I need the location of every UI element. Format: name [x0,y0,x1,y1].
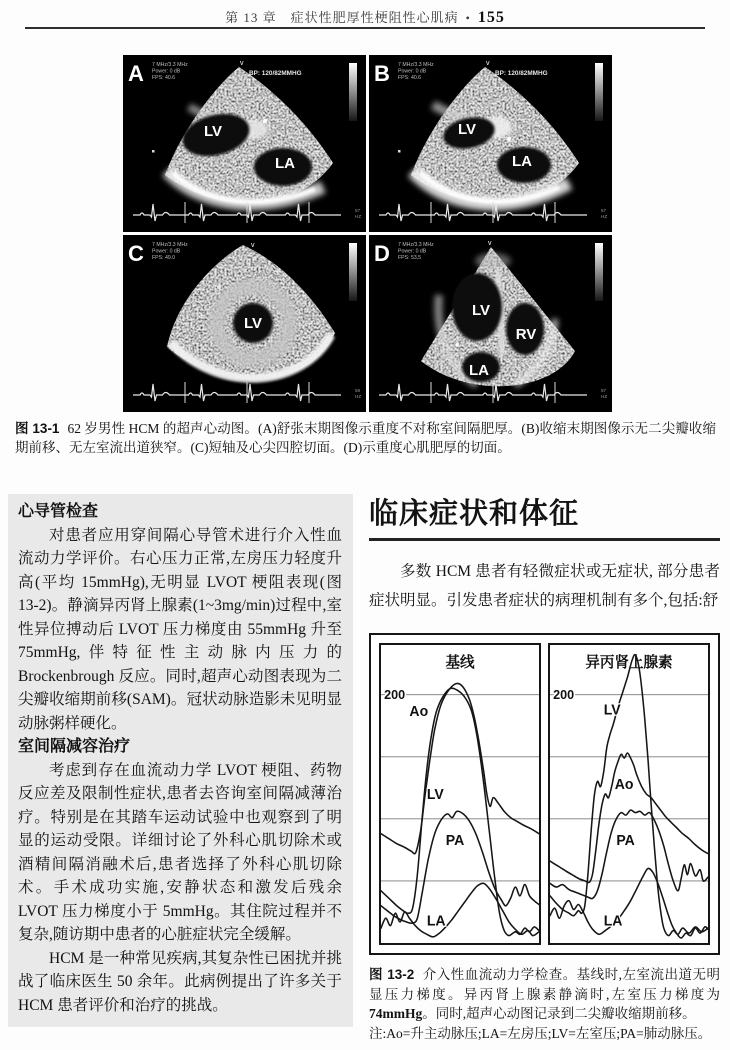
section-heading-catheterization: 心导管检查 [18,503,99,520]
apex-marker: v [251,242,255,249]
chamber-label-rv: RV [515,326,537,343]
fps-info: FPS: 40.6 [152,75,176,81]
fps-info: FPS: 53.5 [398,255,422,261]
chamber-label-la: LA [512,153,532,170]
apex-marker: v [240,60,244,67]
ultrasound-sector [398,67,579,204]
fps-info: FPS: 49.0 [152,255,176,261]
gradient-value: 74mmHg [369,1006,423,1021]
figure-13-2-caption [369,965,720,1043]
chamber-label-la: LA [469,362,489,379]
grayscale-bar [595,63,603,121]
figure-13-1-text: 62 岁男性 HCM 的超声心动图。(A)舒张末期图像示重度不对称室间隔肥厚。(B)收缩末期图像示无二尖瓣收缩期前移、无左室流出道狭窄。(C)短轴及心尖四腔切面。(D)示重度心肌肥厚的切面。 [15,421,716,455]
grayscale-bar [349,243,357,301]
freq-unit: HZ [355,214,362,219]
chapter-title: 症状性肥厚性梗阻性心肌病 [290,10,459,25]
chart-panel-isoproterenol [550,645,708,943]
freq-label: 57 [601,388,607,393]
ecg [133,382,341,403]
grayscale-bar [349,63,357,121]
ecg-trace [133,384,341,401]
page-header [0,7,730,27]
probe-info: 7 MHz/3.3 MHz [398,62,434,68]
svg-text:PA: PA [616,832,635,849]
freq-unit: HZ [601,214,608,219]
right-column [369,494,720,1043]
fps-info: FPS: 40.6 [398,75,422,81]
probe-info: 7 MHz/3.3 MHz [152,242,188,248]
echo-panel-c [123,235,366,412]
hemodynamics-panel-baseline [379,643,541,945]
header-rule [25,27,705,29]
panel-letter: A [128,61,144,86]
ultrasound-sector [421,247,575,386]
probe-info: 7 MHz/3.3 MHz [398,242,434,248]
power-info: Power: 0 dB [398,68,427,75]
page-number: 155 [477,9,505,26]
svg-text:LA: LA [603,913,623,930]
section-heading-septal-reduction: 室间隔减容治疗 [18,738,131,755]
echo-panel-a [123,55,366,232]
apex-marker: v [486,60,490,67]
freq-label: 57 [601,208,607,213]
section-heading-clinical: 临床症状和体征 [369,498,720,541]
probe-info: 7 MHz/3.3 MHz [152,62,188,68]
chamber-label-lv: LV [457,121,477,138]
figure-13-2 [369,633,720,955]
svg-text:LV: LV [603,702,621,719]
svg-text:基线: 基线 [445,654,475,672]
chamber-label-la: LA [275,155,295,172]
svg-text:LA: LA [426,913,446,930]
ultrasound-sector [152,67,333,204]
bp-readout: BP: 120/82MMHG [495,70,548,77]
freq-label: 57 [355,208,361,213]
ultrasound-sector [167,245,335,380]
svg-text:PA: PA [445,832,465,849]
hemodynamics-panel-isoproterenol [548,643,710,945]
chamber-label-lv: LV [203,123,223,140]
ecg-trace [379,384,587,401]
svg-text:LV: LV [426,786,444,804]
panel-letter: B [374,61,390,86]
svg-text:Ao: Ao [614,776,634,794]
chapter-number: 第 13 章 [225,10,277,25]
chart-panel-baseline [381,645,539,943]
catheterization-paragraph: 对患者应用穿间隔心导管术进行介入性血流动力学评价。右心压力正常,左房压力轻度升高(平均 15mmHg),无明显 LVOT 梗阻表现(图 13-2)。静滴异丙肾上腺素(1~3mg/min)过程中,室性异位搏动后 LVOT 压力梯度由 55mmHg 升至 75mmHg,伴特征性主动脉内压力的 Brockenbrough 反应。同时,超声心动图表现为二尖瓣收缩期前移(SAM)。冠状动脉造影未见明显动脉粥样硬化。 [18,526,342,732]
bp-readout: BP: 120/82MMHG [249,70,302,77]
figure-13-1-caption [15,419,716,457]
septal-reduction-paragraph: 考虑到存在血流动力学 LVOT 梗阻、药物反应差及限制性症状,患者去咨询室间隔减薄治疗。特别是在其踏车运动试验中也观察到了明显的运动受限。详细讨论了外科心肌切除术或酒精间隔消融术后,患者选择了外科心肌切除术。手术成功实施,安静状态和激发后残余 LVOT 压力梯度小于 5mmHg。其住院过程并不复杂,随访期中患者的心脏症状完全缓解。 [18,761,342,943]
figure-13-2-label: 图 13-2 [369,967,415,982]
figure-13-1 [123,55,612,412]
power-info: Power: 0 dB [152,248,181,255]
freq-label: 58 [355,388,361,393]
figure-13-2-text-pre: 介入性血流动力学检查。基线时,左室流出道无明显压力梯度。异丙肾上腺素静滴时,左室压力梯度为 [369,967,720,1002]
power-info: Power: 0 dB [152,68,181,75]
power-info: Power: 0 dB [398,248,427,255]
grayscale-bar [595,243,603,301]
chamber-label-lv: LV [471,302,491,319]
panel-letter: D [374,241,390,266]
panel-letter: C [128,241,144,266]
svg-text:200: 200 [553,686,575,703]
clinical-paragraph: 多数 HCM 患者有轻微症状或无症状, 部分患者症状明显。引发患者症状的病理机制有多个,包括:舒 [369,563,720,609]
echo-panel-b [369,55,612,232]
freq-unit: HZ [355,394,362,399]
apex-marker: v [488,240,492,247]
header-bullet: • [465,11,471,25]
figure-13-1-label: 图 13-1 [15,421,60,436]
freq-unit: HZ [601,394,608,399]
hcm-summary-paragraph: HCM 是一种常见疾病,其复杂性已困扰并挑战了临床医生 50 余年。此病例提出了许多关于 HCM 患者评价和治疗的挑战。 [18,949,342,1014]
figure-13-2-text-post: 。同时,超声心动图记录到二尖瓣收缩期前移。 [422,1006,696,1021]
figure-13-2-note: 注:Ao=升主动脉压;LA=左房压;LV=左室压;PA=肺动脉压。 [369,1025,712,1041]
svg-text:200: 200 [384,686,406,703]
svg-text:Ao: Ao [409,703,429,720]
svg-text:异丙肾上腺素: 异丙肾上腺素 [585,654,673,672]
chamber-label-lv: LV [243,315,263,332]
case-box [8,494,353,1027]
echo-panel-d [369,235,612,412]
